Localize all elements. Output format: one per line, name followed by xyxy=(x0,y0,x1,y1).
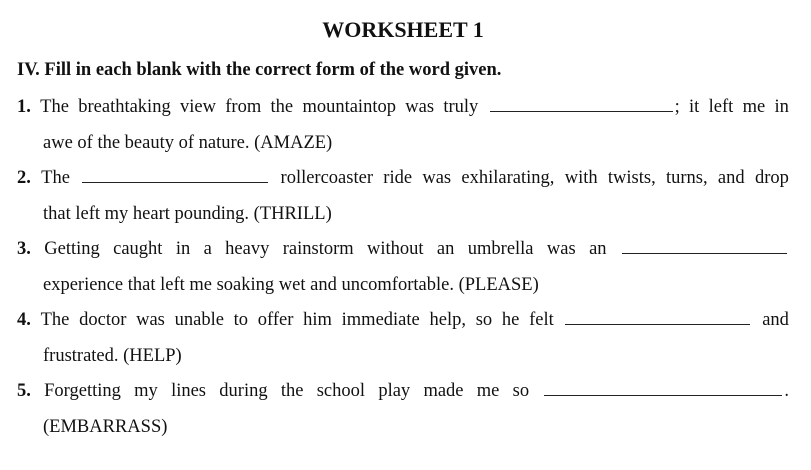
word: was xyxy=(405,97,435,117)
word: was xyxy=(136,310,165,330)
section-instruction: IV. Fill in each blank with the correct form of the word given. xyxy=(17,60,502,80)
word: me xyxy=(742,97,766,117)
question-3-line-2: experience that left me soaking wet and uncomfortable. (PLEASE) xyxy=(43,274,539,295)
question-list xyxy=(17,90,789,445)
question-4-line-1 xyxy=(17,303,789,339)
question-5-line-1 xyxy=(17,374,789,410)
question-number: 1. xyxy=(17,97,31,117)
word: unable xyxy=(174,310,224,330)
word: rollercoaster xyxy=(280,168,373,188)
word: a xyxy=(203,239,212,259)
word: Forgetting xyxy=(44,381,121,401)
word: during xyxy=(219,381,268,401)
word: play xyxy=(378,381,411,401)
word: drop xyxy=(754,168,789,188)
word: immediate xyxy=(341,310,420,330)
word: Getting xyxy=(44,239,100,259)
word: view xyxy=(180,97,216,117)
question-1 xyxy=(17,90,789,161)
question-number: 4. xyxy=(17,310,31,330)
word: The xyxy=(40,310,70,330)
word: to xyxy=(233,310,249,330)
word: an xyxy=(589,239,607,259)
word: my xyxy=(134,381,158,401)
word: left xyxy=(708,97,734,117)
answer-blank[interactable] xyxy=(622,235,787,254)
word: turns, xyxy=(666,168,708,188)
word: it xyxy=(689,97,700,117)
word: with xyxy=(564,168,598,188)
word: breathtaking xyxy=(78,97,171,117)
answer-blank[interactable] xyxy=(565,306,750,325)
word: in xyxy=(774,97,789,117)
word: made xyxy=(423,381,464,401)
word: me xyxy=(476,381,500,401)
question-1-line-2: awe of the beauty of nature. (AMAZE) xyxy=(43,132,333,153)
answer-blank[interactable] xyxy=(490,93,673,112)
word: help, xyxy=(429,310,466,330)
question-3-line-1 xyxy=(17,232,789,268)
word: was xyxy=(422,168,452,188)
word: offer xyxy=(257,310,294,330)
word: the xyxy=(270,97,294,117)
word: so xyxy=(475,310,493,330)
word: exhilarating, xyxy=(461,168,555,188)
question-4-line-2: frustrated. (HELP) xyxy=(43,345,182,366)
word: rainstorm xyxy=(282,239,354,259)
word: so xyxy=(512,381,530,401)
question-2-line-1 xyxy=(17,161,789,197)
question-number: 3. xyxy=(17,239,31,259)
worksheet-title: WORKSHEET 1 xyxy=(322,17,484,42)
word: from xyxy=(225,97,262,117)
word: and xyxy=(762,310,789,330)
question-3 xyxy=(17,232,789,303)
word: was xyxy=(546,239,576,259)
word: caught xyxy=(113,239,163,259)
word: ride xyxy=(383,168,413,188)
word: The xyxy=(40,97,69,117)
answer-blank[interactable] xyxy=(544,377,782,396)
question-2-line-2: that left my heart pounding. (THRILL) xyxy=(43,203,332,224)
word: heavy xyxy=(225,239,270,259)
word: umbrella xyxy=(467,239,534,259)
word: The xyxy=(41,168,70,188)
word: school xyxy=(316,381,366,401)
word: mountaintop xyxy=(302,97,396,117)
word: twists, xyxy=(607,168,656,188)
question-number: 2. xyxy=(17,168,31,188)
question-5 xyxy=(17,374,789,445)
punctuation: . xyxy=(784,381,789,401)
word: truly xyxy=(443,97,479,117)
word: lines xyxy=(171,381,207,401)
word: doctor xyxy=(79,310,127,330)
word: in xyxy=(175,239,191,259)
word: felt xyxy=(529,310,554,330)
word: him xyxy=(303,310,332,330)
question-4 xyxy=(17,303,789,374)
question-1-line-1 xyxy=(17,90,789,126)
question-number: 5. xyxy=(17,381,31,401)
punctuation: ; xyxy=(674,97,680,117)
word: he xyxy=(501,310,520,330)
word: and xyxy=(717,168,745,188)
question-5-line-2: (EMBARRASS) xyxy=(43,416,168,437)
question-2 xyxy=(17,161,789,232)
answer-blank[interactable] xyxy=(82,164,268,183)
word: an xyxy=(436,239,455,259)
word: without xyxy=(367,239,424,259)
word: the xyxy=(280,381,304,401)
